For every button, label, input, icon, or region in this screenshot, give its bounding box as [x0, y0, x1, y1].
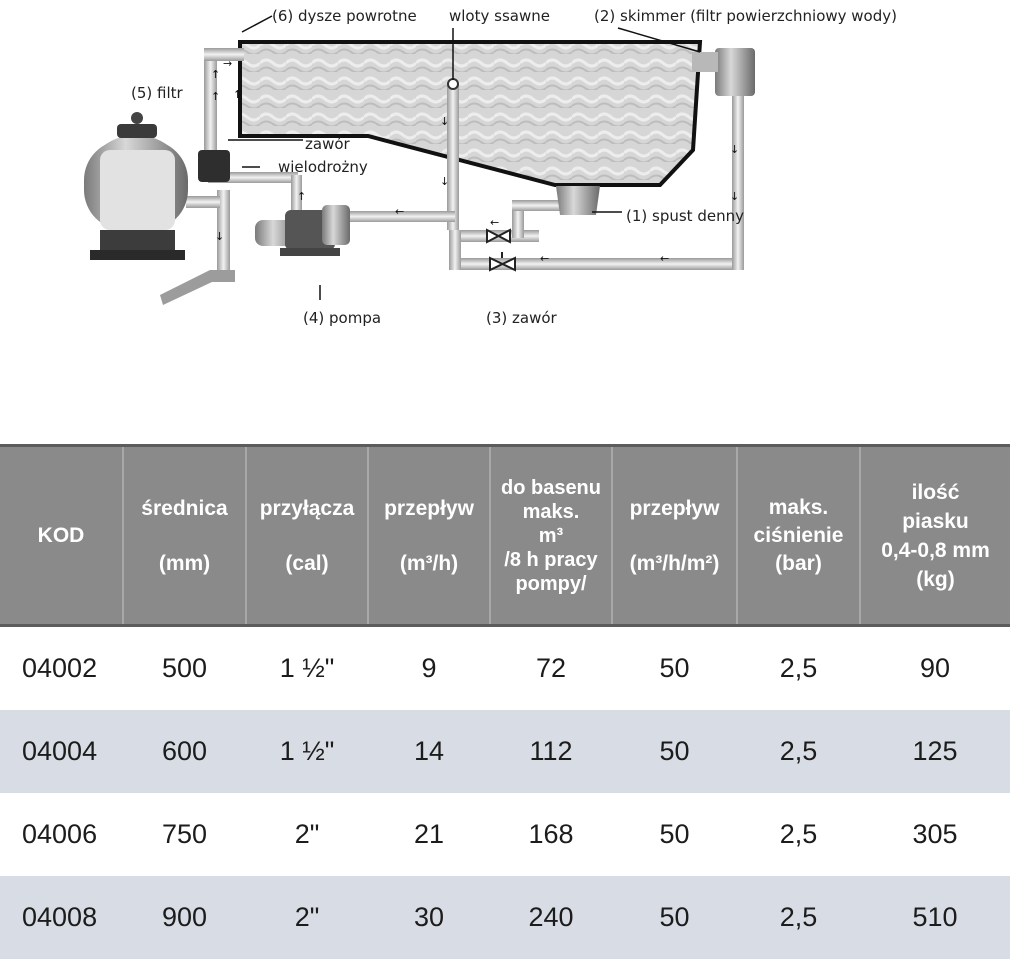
label-suction-inlets: wloty ssawne — [449, 7, 550, 25]
cell-przeplyw-area: 50 — [612, 710, 737, 793]
cell-pool-volume: 168 — [490, 793, 612, 876]
valves — [487, 230, 515, 270]
cell-przeplyw-area: 50 — [612, 793, 737, 876]
header-pool-volume: do basenu maks. m³ /8 h pracy pompy/ — [490, 446, 612, 626]
table-row — [0, 626, 1010, 711]
table-row — [0, 876, 1010, 959]
svg-text:↑: ↑ — [233, 88, 242, 101]
label-filter: (5) filtr — [131, 84, 183, 102]
cell-przylacza: 2" — [246, 793, 368, 876]
table-row — [0, 793, 1010, 876]
header-pressure: maks. ciśnienie (bar) — [737, 446, 860, 626]
svg-text:↑: ↑ — [211, 68, 220, 81]
cell-przeplyw-area: 50 — [612, 626, 737, 711]
cell-kod: 04004 — [0, 710, 123, 793]
svg-text:↓: ↓ — [440, 115, 449, 128]
svg-text:↑: ↑ — [211, 90, 220, 103]
svg-text:←: ← — [490, 216, 499, 229]
label-return-nozzles: (6) dysze powrotne — [272, 7, 417, 25]
label-skimmer: (2) skimmer (filtr powierzchniowy wody) — [594, 7, 897, 25]
cell-kod: 04002 — [0, 626, 123, 711]
label-main-drain: (1) spust denny — [626, 207, 744, 225]
cell-przylacza: 2" — [246, 876, 368, 959]
header-przeplyw: przepływ (m³/h) — [368, 446, 490, 626]
drain-unit — [556, 186, 600, 215]
svg-text:↓: ↓ — [730, 190, 739, 203]
svg-text:↓: ↓ — [440, 175, 449, 188]
cell-sand: 125 — [860, 710, 1010, 793]
cell-pool-volume: 112 — [490, 710, 612, 793]
label-pump: (4) pompa — [303, 309, 381, 327]
cell-sand: 90 — [860, 626, 1010, 711]
cell-przeplyw: 30 — [368, 876, 490, 959]
cell-przeplyw-area: 50 — [612, 876, 737, 959]
svg-text:→: → — [223, 57, 232, 70]
cell-srednica: 750 — [123, 793, 246, 876]
cell-sand: 305 — [860, 793, 1010, 876]
header-sand: ilość piasku 0,4-0,8 mm (kg) — [860, 446, 1010, 626]
cell-przylacza: 1 ½" — [246, 626, 368, 711]
table-header — [0, 446, 1010, 626]
cell-pool-volume: 240 — [490, 876, 612, 959]
cell-srednica: 500 — [123, 626, 246, 711]
table-body — [0, 626, 1010, 959]
pump-unit — [255, 205, 350, 256]
svg-text:←: ← — [395, 205, 404, 218]
cell-pressure: 2,5 — [737, 626, 860, 711]
cell-pressure: 2,5 — [737, 876, 860, 959]
cell-sand: 510 — [860, 876, 1010, 959]
cell-kod: 04008 — [0, 876, 123, 959]
label-multiport-valve-1: zawór — [305, 135, 350, 153]
header-srednica: średnica (mm) — [123, 446, 246, 626]
svg-text:←: ← — [660, 252, 669, 265]
cell-przeplyw: 14 — [368, 710, 490, 793]
svg-text:↓: ↓ — [215, 230, 224, 243]
table-row — [0, 710, 1010, 793]
header-przylacza: przyłącza (cal) — [246, 446, 368, 626]
svg-text:↑: ↑ — [297, 190, 306, 203]
header-kod: KOD — [0, 446, 123, 626]
cell-pool-volume: 72 — [490, 626, 612, 711]
pool-filtration-diagram — [0, 0, 1013, 345]
header-przeplyw-area: przepływ (m³/h/m²) — [612, 446, 737, 626]
cell-pressure: 2,5 — [737, 793, 860, 876]
cell-przeplyw: 21 — [368, 793, 490, 876]
diagram-graphic — [0, 0, 1013, 345]
skimmer-unit — [692, 48, 755, 96]
cell-srednica: 900 — [123, 876, 246, 959]
filter-spec-table — [0, 444, 1010, 959]
cell-srednica: 600 — [123, 710, 246, 793]
cell-pressure: 2,5 — [737, 710, 860, 793]
svg-text:←: ← — [540, 252, 549, 265]
cell-przylacza: 1 ½" — [246, 710, 368, 793]
label-valve: (3) zawór — [486, 309, 557, 327]
label-multiport-valve-2: wielodrożny — [278, 158, 368, 176]
cell-kod: 04006 — [0, 793, 123, 876]
svg-text:↓: ↓ — [730, 143, 739, 156]
cell-przeplyw: 9 — [368, 626, 490, 711]
